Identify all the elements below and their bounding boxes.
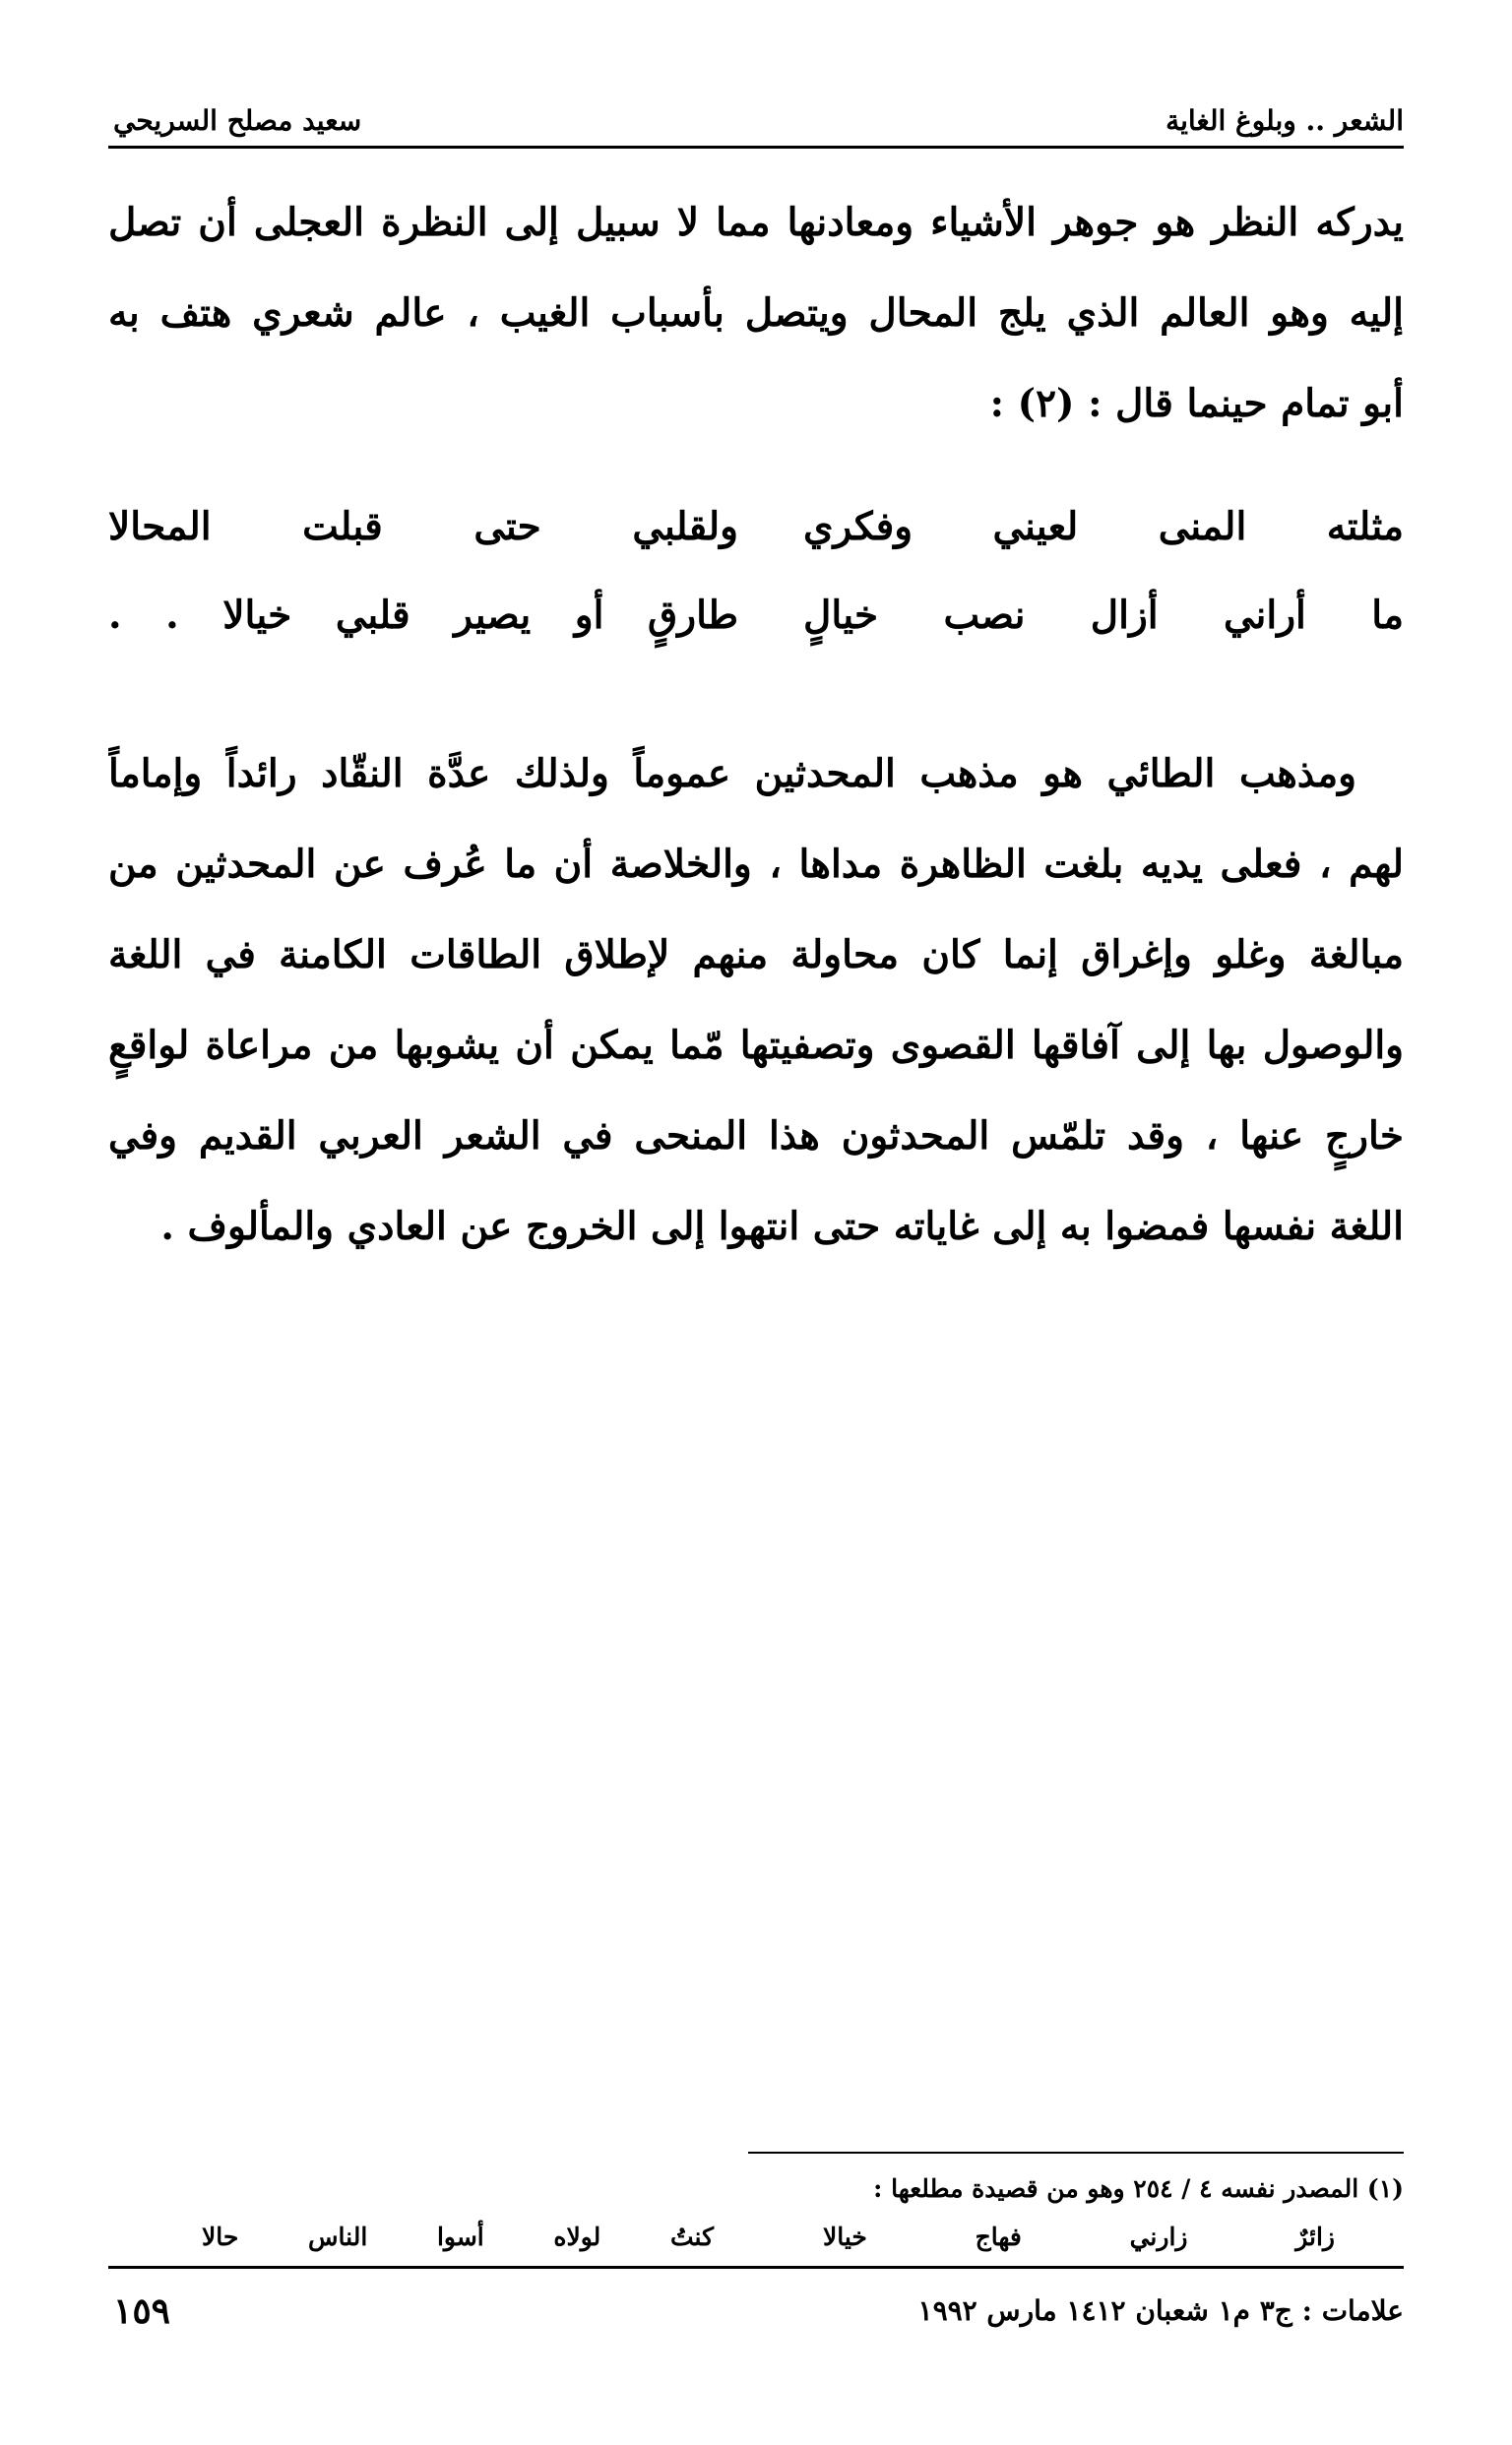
footnote [108,2165,1404,2262]
paragraph-2 [108,728,1404,1272]
paragraph-line: والوصول بها إلى آفاقها القصوى وتصفيتها مّما يمكن أن يشوبها من مراعاة لواقعٍ [108,1023,1404,1068]
verse-second-hemistich: طارقٍ أو يصير قلبي خيالا . . [108,593,738,638]
verse-first-hemistich: ما أراني أزال نصب خيالٍ [803,593,1404,638]
paragraph-line: مبالغة وغلو وإغراق إنما كان محاولة منهم لإطلاق الطاقات الكامنة في اللغة [108,932,1404,977]
paragraph-line: إليه وهو العالم الذي يلج المحال ويتصل بأسباب الغيب ، عالم شعري هتف به [108,290,1404,336]
footnote-verse-first: زائرٌ زارني فهاج خيالا [823,2223,1335,2251]
header-rule [108,146,1404,149]
verse-first-hemistich: مثلته المنى لعيني وفكري [803,504,1404,549]
paragraph-1 [108,177,1404,449]
paragraph-line: ومذهب الطائي هو مذهب المحدثين عموماً ولذلك عدَّة النقّاد رائداً وإماماً [108,751,1356,796]
footnote-rule [748,2152,1404,2154]
footer-rule [108,2266,1404,2269]
footnote-verse [108,2213,1404,2262]
paragraph-line: اللغة نفسها فمضوا به إلى غاياته حتى انتهوا إلى الخروج عن العادي والمألوف . [160,1204,1404,1249]
footnote-verse-second: كنتُ لولاه أسوا الناس حالا [202,2223,714,2251]
paragraph-line: خارجٍ عنها ، وقد تلمّس المحدثون هذا المنحى في الشعر العربي القديم وفي [108,1113,1404,1159]
paragraph-line: يدركه النظر هو جوهر الأشياء ومعادنها مما لا سبيل إلى النظرة العجلى أن تصل [108,200,1404,245]
author-name: سعيد مصلح السريحي [113,104,362,137]
paragraph-line: لهم ، فعلى يديه بلغت الظاهرة مداها ، والخلاصة أن ما عُرف عن المحدثين من [108,842,1404,887]
running-title: الشعر .. وبلوغ الغاية [1166,104,1404,137]
poem-verses [108,482,1404,659]
footnote-text: (١) المصدر نفسه ٤ / ٢٥٤ وهو من قصيدة مطلعها : [873,2174,1404,2203]
paragraph-line: أبو تمام حينما قال : (٢) : [989,381,1404,426]
page-number: ١٥٩ [113,2290,171,2332]
journal-citation: علامات : ج٣ م١ شعبان ١٤١٢ مارس ١٩٩٢ [917,2294,1404,2327]
verse-second-hemistich: ولقلبي حتى قبلت المحالا [108,504,738,549]
verse-line [108,482,1404,571]
verse-line [108,571,1404,659]
